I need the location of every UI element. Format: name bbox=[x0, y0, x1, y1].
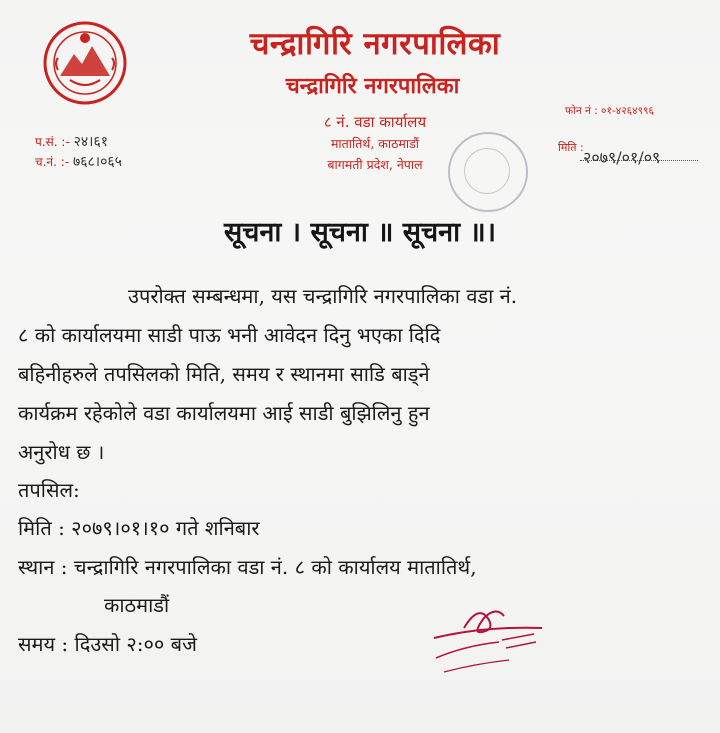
chalani-number bbox=[35, 152, 122, 171]
detail-time: समय : दिउसो २:०० बजे bbox=[18, 632, 197, 656]
office-stamp bbox=[448, 132, 528, 212]
municipality-name-stylized: चन्द्रागिरि नगरपालिका bbox=[285, 74, 460, 99]
detail-date: मिति : २०७९।०१।१० गते शनिबार bbox=[18, 516, 260, 540]
chalani-label: च.नं. :- bbox=[35, 155, 70, 169]
body-line: कार्यक्रम रहेकोले वडा कार्यालयमा आई साडी बुझिलिनु हुन bbox=[18, 401, 430, 425]
body-line: ८ को कार्यालयमा साडी पाऊ भनी आवेदन दिनु भएका दिदि bbox=[18, 323, 441, 347]
detail-place-cont: काठमाडौं bbox=[104, 593, 170, 617]
ward-office: ८ नं. वडा कार्यालय bbox=[323, 113, 427, 131]
address-line-1: मातातिर्थ, काठमाडौं bbox=[330, 136, 420, 151]
phone-number: फोन नं : ०१-४२६४९९६ bbox=[565, 105, 654, 117]
body-line: उपरोक्त सम्बन्धमा, यस चन्द्रागिरि नगरपालिका वडा नं. bbox=[128, 284, 518, 308]
municipality-name: चन्द्रागिरि नगरपालिका bbox=[249, 26, 501, 62]
stamp-inner-ring bbox=[464, 148, 510, 194]
signature-stamp bbox=[424, 598, 554, 688]
date-value: २०७९/०१/०९ bbox=[583, 148, 661, 167]
detail-place: स्थान : चन्द्रागिरि नगरपालिका वडा नं. ८ को कार्यालय मातातिर्थ, bbox=[18, 555, 477, 579]
body-line: बहिनीहरुले तपसिलको मिति, समय र स्थानमा साडि बाड्ने bbox=[18, 362, 430, 386]
patra-label: प.सं. :- bbox=[35, 135, 70, 149]
date-label: मिति : bbox=[558, 141, 584, 154]
body-line: अनुरोध छ । bbox=[18, 440, 105, 464]
chalani-value: ७६८।०६५ bbox=[72, 154, 122, 170]
notice-title: सूचना । सूचना ॥ सूचना ॥। bbox=[224, 217, 496, 248]
patra-sankhya bbox=[35, 132, 108, 151]
patra-value: २४।६१ bbox=[73, 134, 109, 150]
tapasil-heading: तपसिल: bbox=[18, 478, 80, 502]
address-line-2: बागमती प्रदेश, नेपाल bbox=[327, 157, 423, 172]
